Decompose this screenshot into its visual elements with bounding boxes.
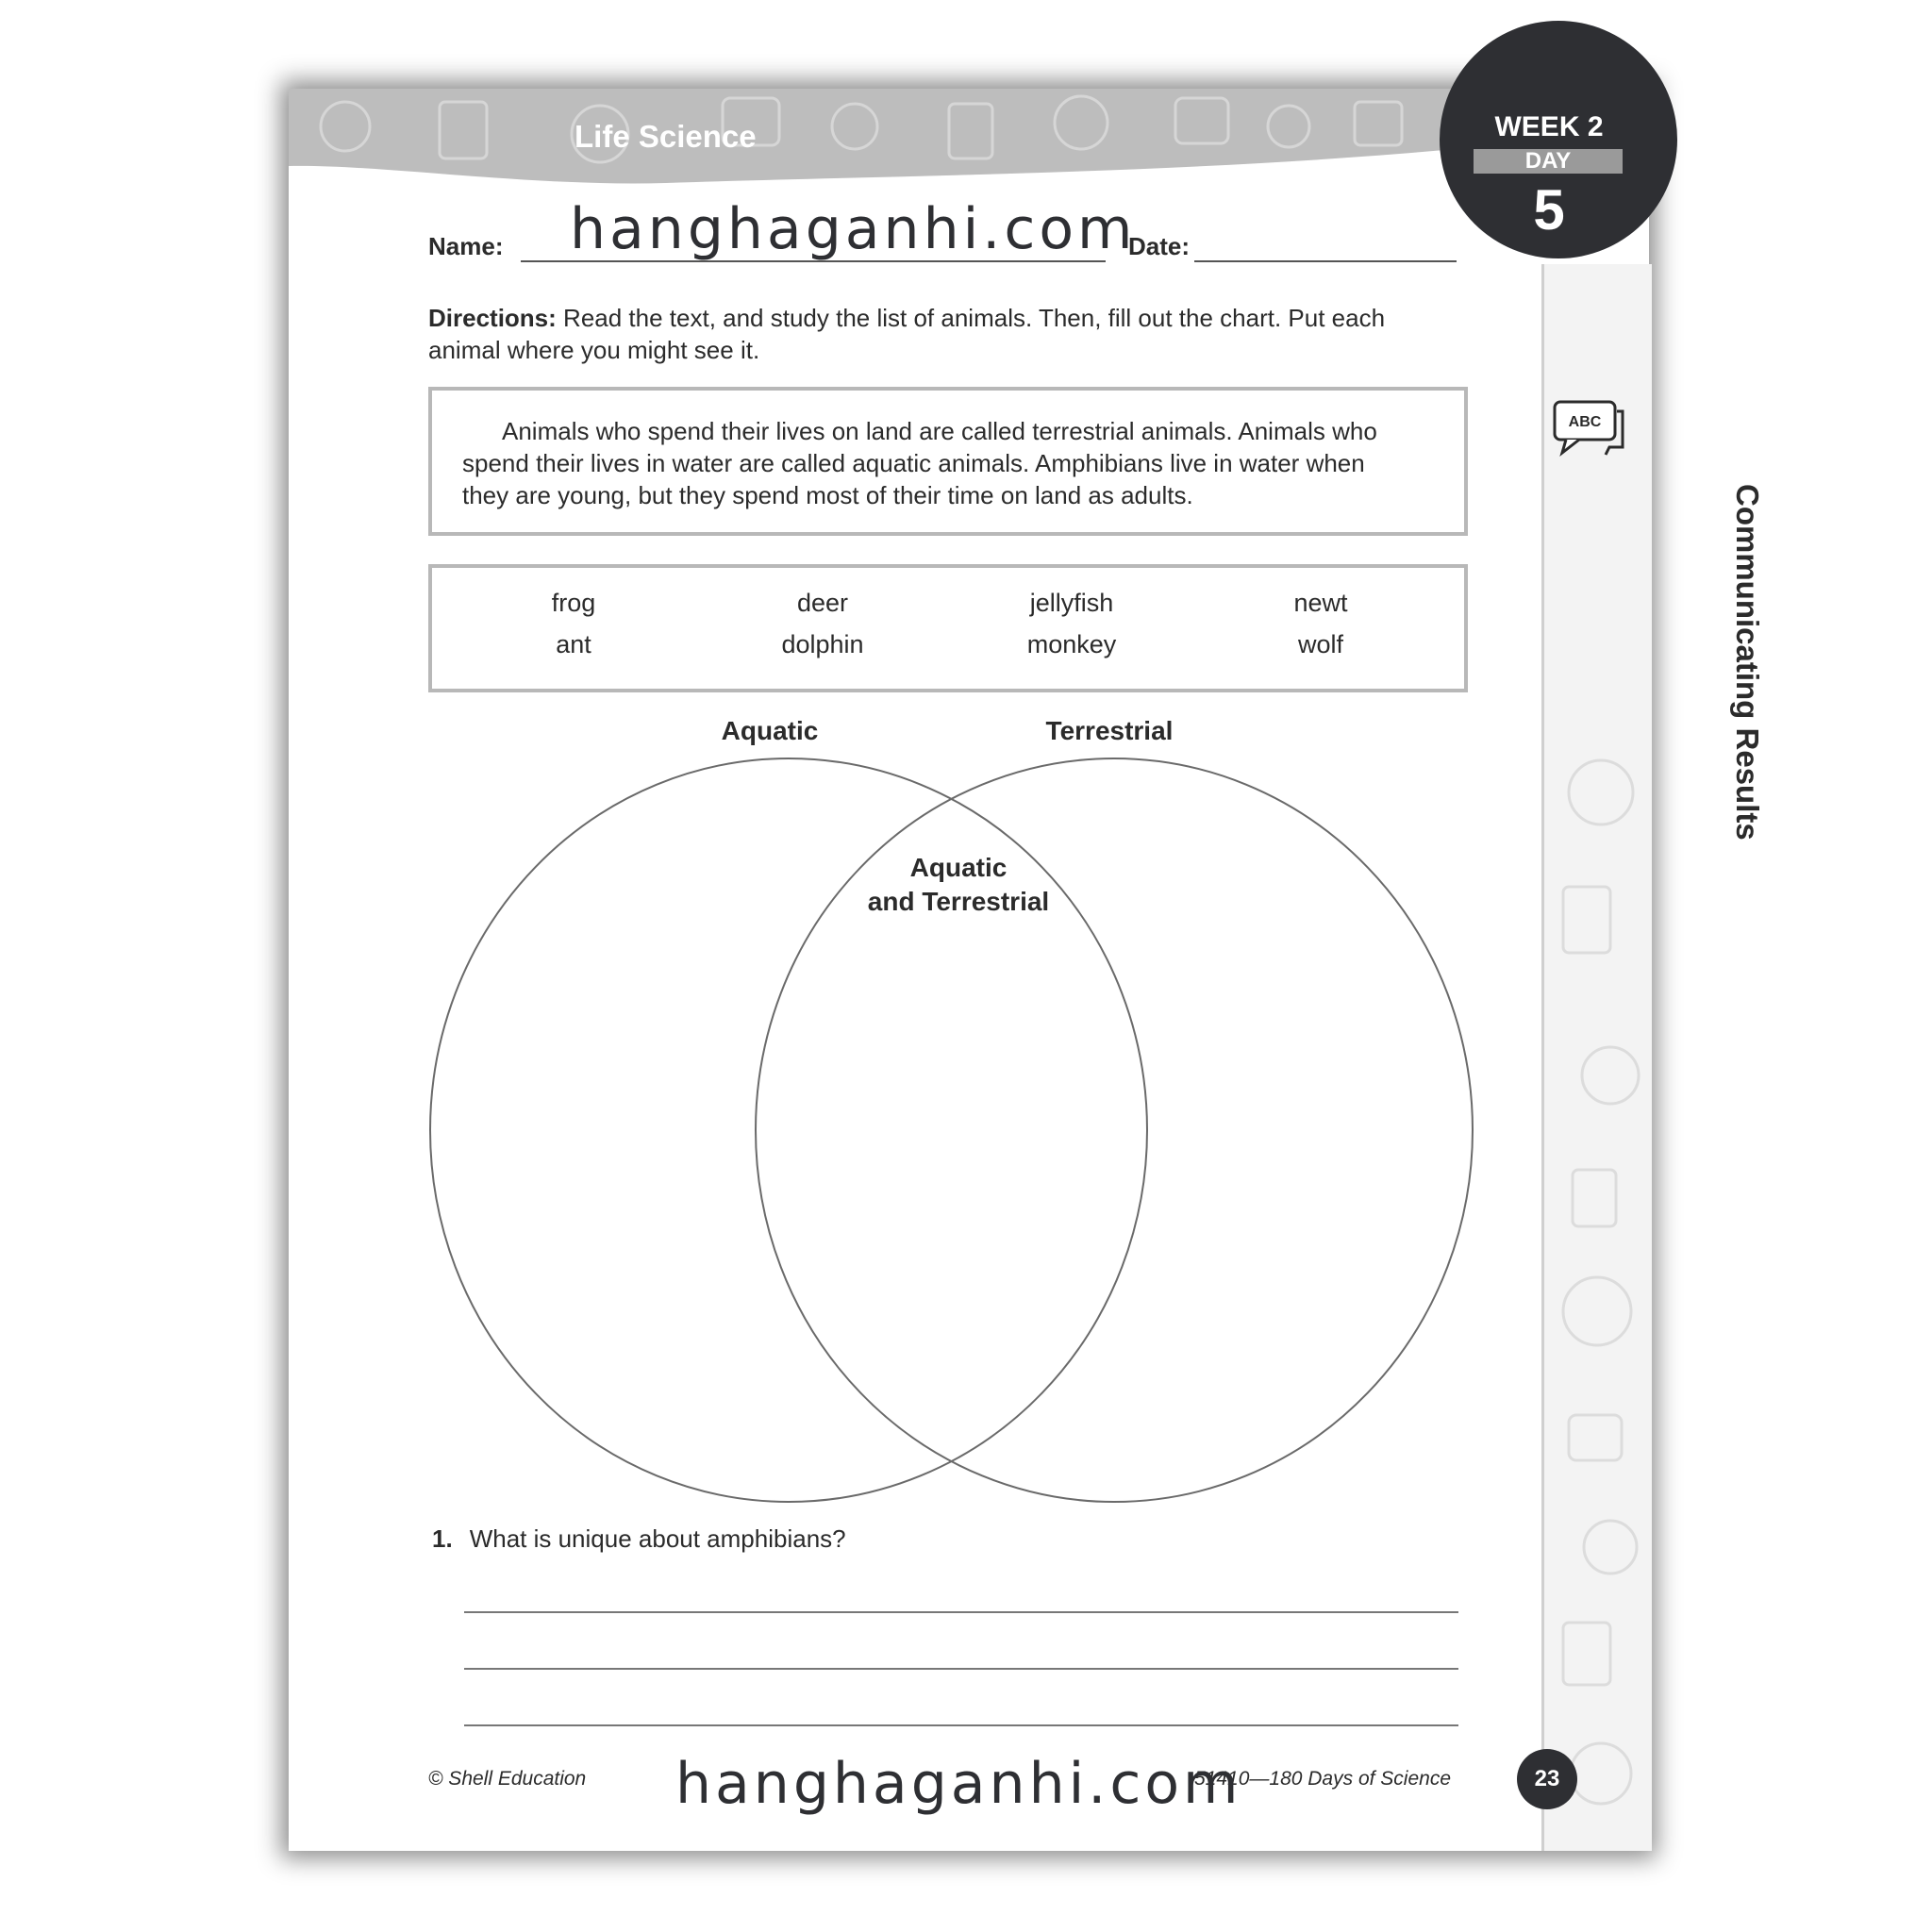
directions	[428, 302, 1428, 366]
question-text: What is unique about amphibians?	[469, 1524, 846, 1553]
word-bank-box	[428, 564, 1468, 692]
watermark-bottom: hanghaganhi.com	[675, 1751, 1242, 1817]
date-field-line[interactable]	[1194, 260, 1457, 262]
footer-copyright: © Shell Education	[428, 1768, 587, 1790]
question-1	[432, 1524, 846, 1554]
venn-overlap-label-1: Aquatic	[909, 853, 1008, 882]
word-bank-item: ant	[556, 630, 591, 658]
side-strip	[1541, 264, 1652, 1851]
passage-text: Animals who spend their lives on land are called terrestrial animals. Animals who spend their lives in water are called aquatic animals. Amphibians live in water when they are young, but they spend most of their time on land as adults.	[462, 417, 1377, 509]
directions-lead: Directions:	[428, 304, 557, 332]
watermark-top: hanghaganhi.com	[570, 196, 1137, 262]
name-label: Name:	[428, 232, 504, 260]
word-bank-item: monkey	[1026, 630, 1117, 658]
venn-left-label: Aquatic	[721, 716, 819, 745]
worksheet-page	[289, 89, 1765, 1851]
week-label: WEEK 2	[1494, 111, 1604, 142]
venn-right-label: Terrestrial	[1045, 716, 1174, 745]
speech-bubble-icon	[1553, 400, 1626, 457]
word-bank-item: dolphin	[781, 630, 864, 658]
word-bank-item: wolf	[1297, 630, 1343, 658]
page-number: 23	[1517, 1749, 1577, 1809]
day-number: 5	[1533, 178, 1565, 242]
word-bank-item: jellyfish	[1029, 589, 1114, 617]
word-bank-item: deer	[796, 589, 849, 617]
answer-line[interactable]	[464, 1724, 1458, 1726]
day-label: DAY	[1474, 149, 1623, 174]
answer-line[interactable]	[464, 1668, 1458, 1670]
date-label: Date:	[1128, 232, 1191, 260]
skill-label: Communicating Results	[1730, 484, 1765, 841]
directions-text: Read the text, and study the list of animals. Then, fill out the chart. Put each animal where you might see it.	[428, 304, 1386, 364]
side-pattern	[1544, 264, 1652, 1851]
word-bank-item: frog	[551, 589, 596, 617]
question-number: 1.	[432, 1524, 453, 1553]
venn-overlap-label-2: and Terrestrial	[867, 887, 1050, 916]
footer-book-title: 51410—180 Days of Science	[1194, 1768, 1452, 1790]
word-bank-item: newt	[1293, 589, 1348, 617]
answer-line[interactable]	[464, 1611, 1458, 1613]
abc-text: ABC	[1568, 414, 1602, 430]
section-title: Life Science	[575, 119, 757, 154]
